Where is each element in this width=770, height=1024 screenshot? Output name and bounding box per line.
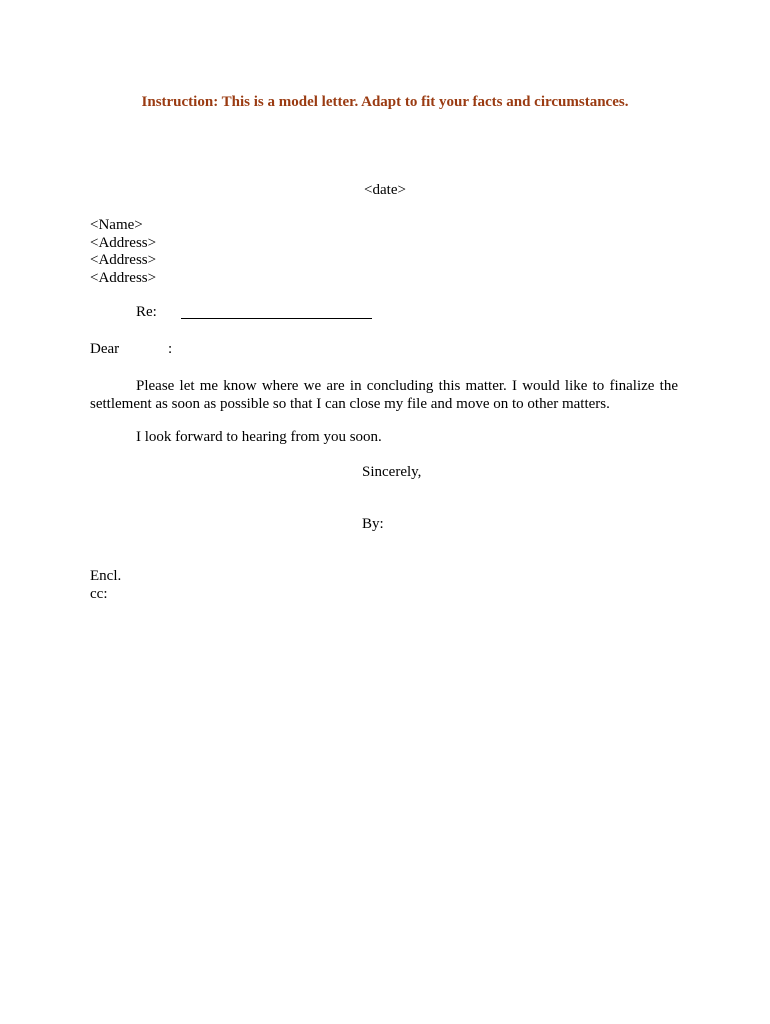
salutation-colon: : [168, 341, 173, 357]
recipient-address-line-2: <Address> [90, 252, 157, 268]
letter-date: <date> [364, 182, 406, 198]
closing-sincerely: Sincerely, [362, 464, 422, 480]
recipient-name: <Name> [90, 217, 143, 233]
enclosure-note: Encl. [90, 568, 122, 584]
cc-note: cc: [90, 586, 108, 602]
body-paragraph-2: I look forward to hearing from you soon. [136, 429, 382, 445]
recipient-address-line-3: <Address> [90, 270, 157, 286]
re-blank-line [181, 318, 372, 319]
signature-by: By: [362, 516, 384, 532]
re-label: Re: [136, 304, 157, 320]
instruction-note: Instruction: This is a model letter. Adapt to fit your facts and circumstances. [141, 94, 629, 110]
salutation-dear: Dear [90, 341, 120, 357]
recipient-address-line-1: <Address> [90, 235, 157, 251]
body-paragraph-1: Please let me know where we are in concluding this matter. I would like to finalize the settlement as soon as possible so that I can close my file and move on to other matters. [90, 378, 678, 412]
